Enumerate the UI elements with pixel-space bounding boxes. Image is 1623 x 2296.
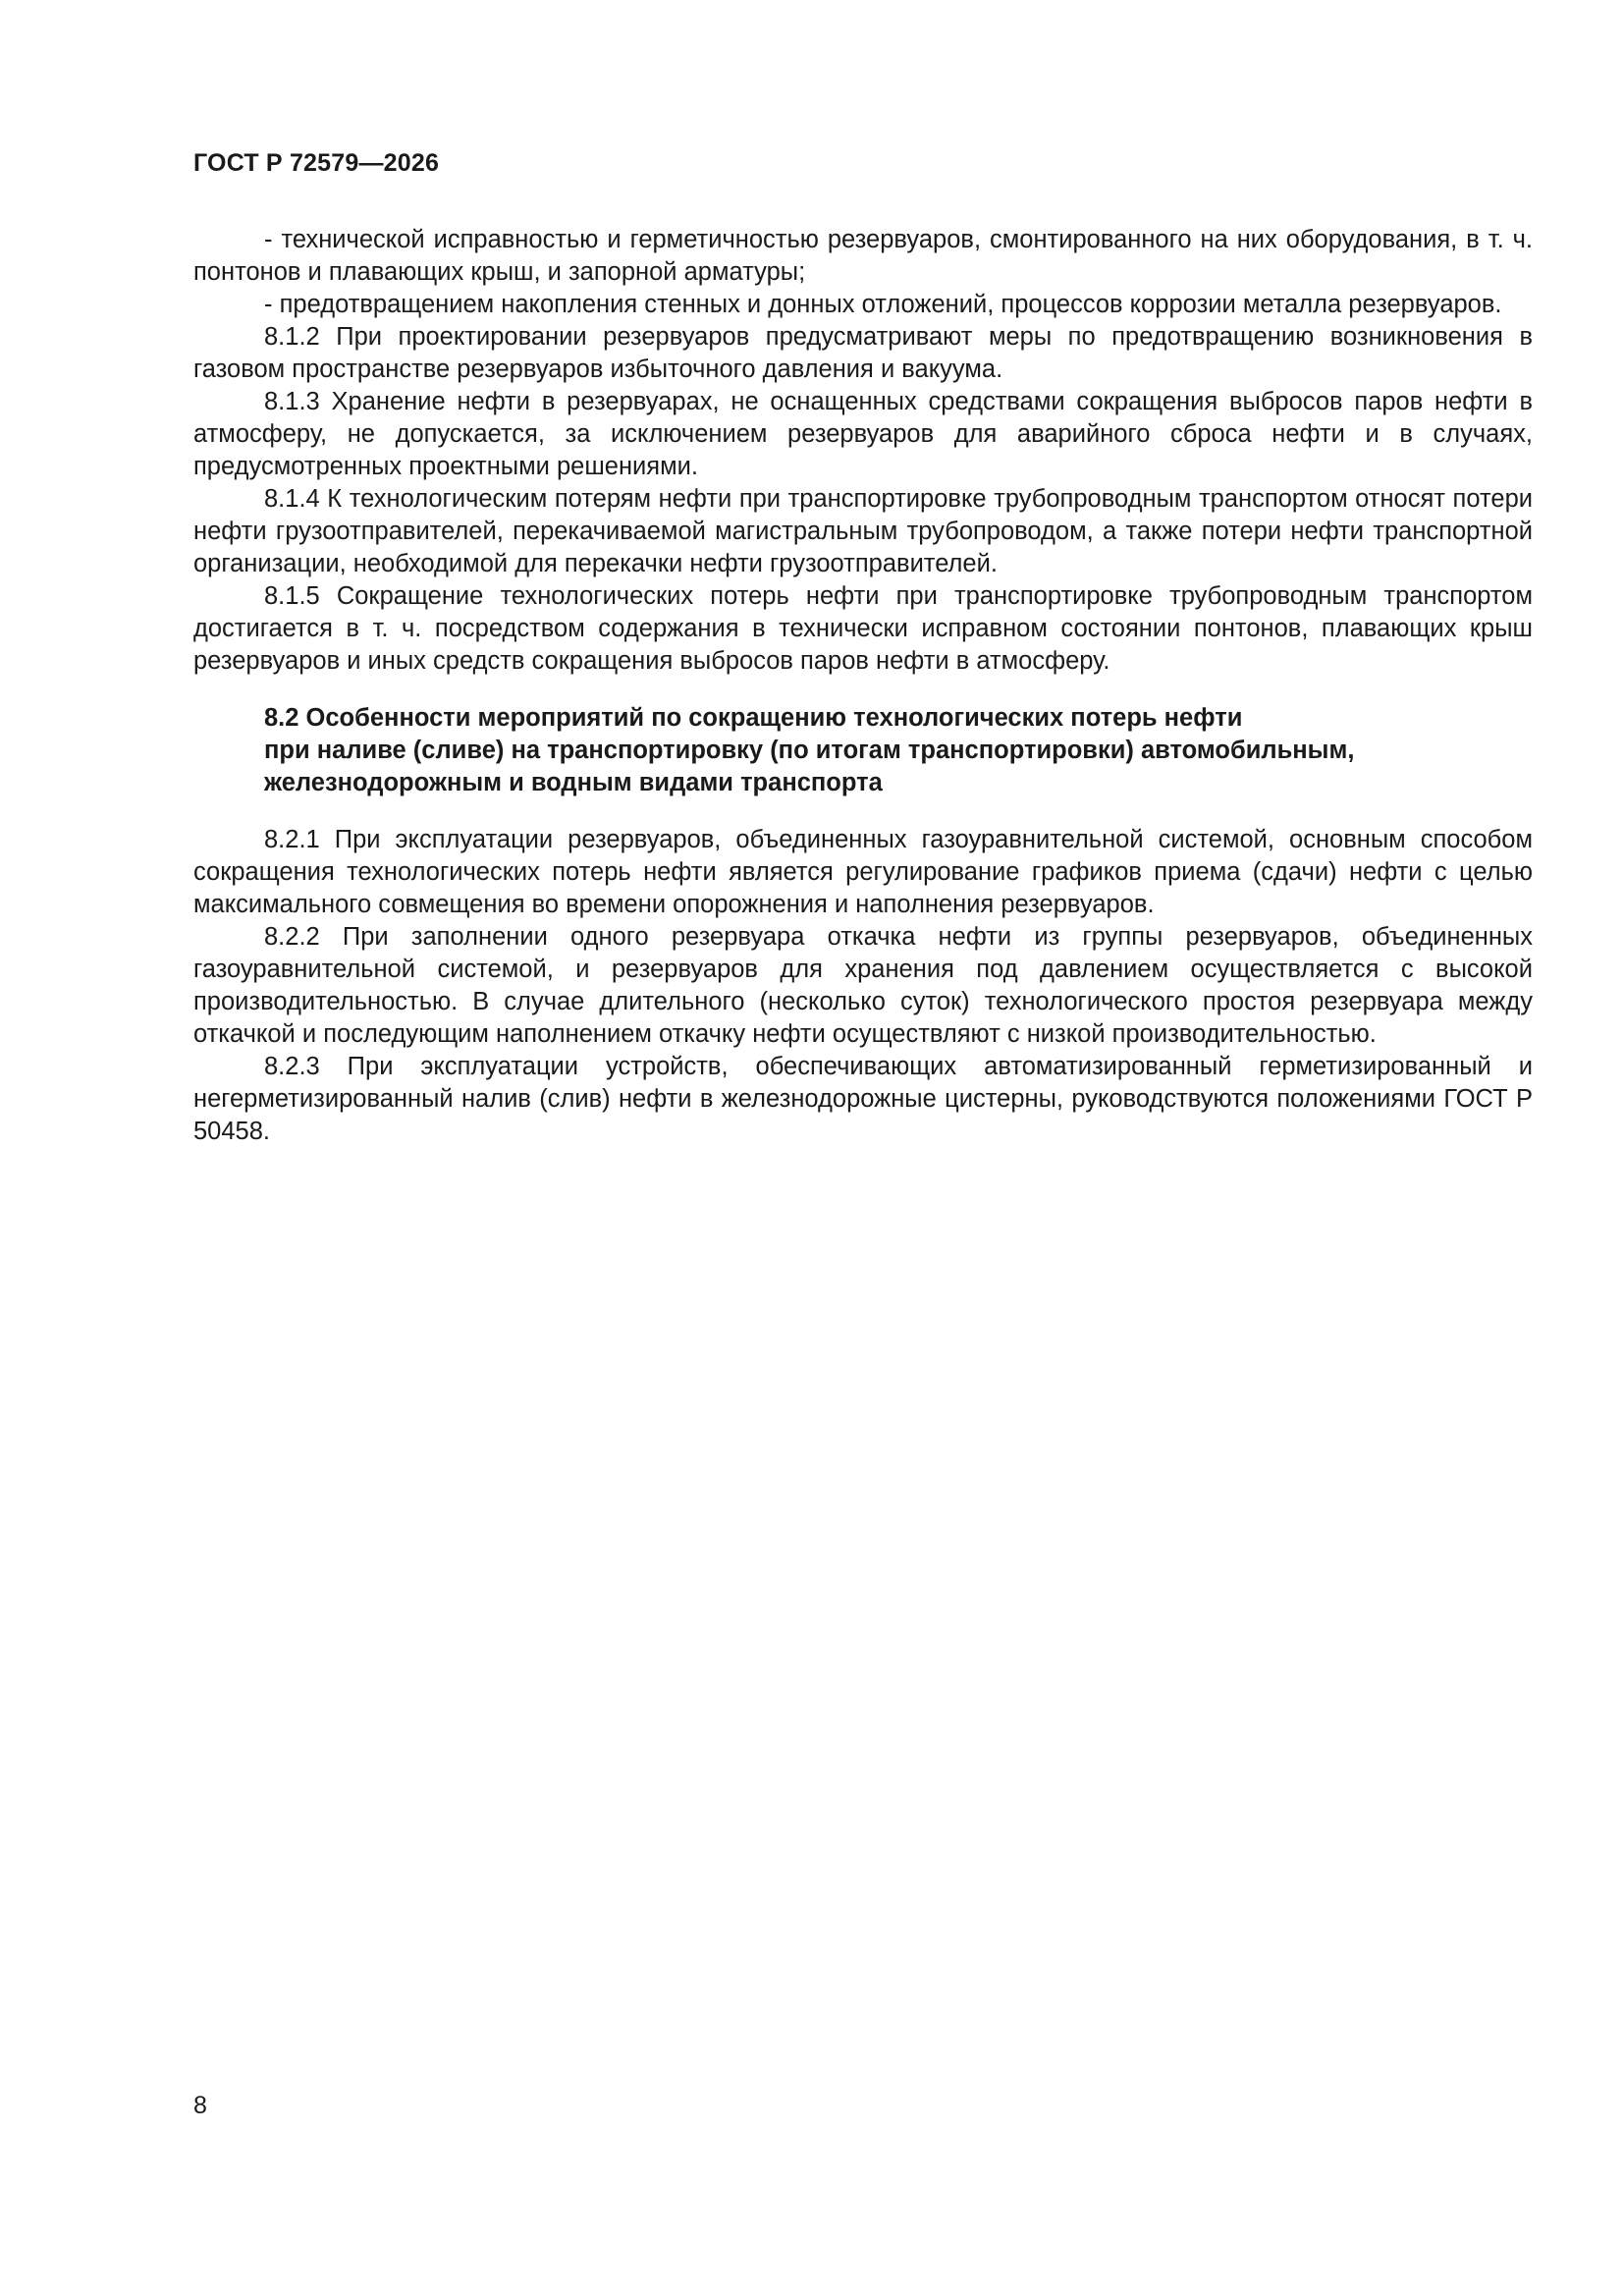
paragraph: 8.1.2 При проектировании резервуаров предусматривают меры по предотвращению возникновения в газовом пространстве резервуаров избыточного давления и вакуума.	[193, 323, 1533, 383]
section-heading-line: 8.2 Особенности мероприятий по сокращению технологических потерь нефти	[264, 704, 1243, 732]
paragraph: - технической исправностью и герметичностью резервуаров, смонтированного на них оборудования, в т. ч. понтонов и плавающих крыш, и запорной арматуры;	[193, 226, 1533, 286]
section-heading-line: железнодорожным и водным видами транспорта	[264, 769, 883, 796]
paragraph: 8.2.1 При эксплуатации резервуаров, объединенных газоуравнительной системой, основным способом сокращения технологических потерь нефти является регулирование графиков приема (сдачи) нефти с целью максимального совмещения во времени опорожнения и наполнения резервуаров.	[193, 826, 1533, 918]
document-body	[193, 224, 1533, 1148]
page-number: 8	[193, 2092, 207, 2119]
paragraph: 8.1.4 К технологическим потерям нефти при транспортировке трубопроводным транспортом относят потери нефти грузоотправителей, перекачиваемой магистральным трубопроводом, а также потери нефти транспортной организации, необходимой для перекачки нефти грузоотправителей.	[193, 485, 1533, 577]
paragraph: 8.2.2 При заполнении одного резервуара откачка нефти из группы резервуаров, объединенных газоуравнительной системой, и резервуаров для хранения под давлением осуществляется с высокой производительностью. В случае длительного (несколько суток) технологического простоя резервуара между откачкой и последующим наполнением откачку нефти осуществляют с низкой производительностью.	[193, 923, 1533, 1048]
section-heading	[193, 702, 1533, 799]
paragraph: 8.1.5 Сокращение технологических потерь нефти при транспортировке трубопроводным транспортом достигается в т. ч. посредством содержания в технически исправном состоянии понтонов, плавающих крыш резервуаров и иных средств сокращения выбросов паров нефти в атмосферу.	[193, 582, 1533, 675]
document-header: ГОСТ Р 72579—2026	[193, 149, 440, 177]
paragraph: - предотвращением накопления стенных и донных отложений, процессов коррозии металла резервуаров.	[264, 291, 1502, 318]
paragraph: 8.1.3 Хранение нефти в резервуарах, не оснащенных средствами сокращения выбросов паров нефти в атмосферу, не допускается, за исключением резервуаров для аварийного сброса нефти и в случаях, предусмотренных проектными решениями.	[193, 388, 1533, 480]
paragraph: 8.2.3 При эксплуатации устройств, обеспечивающих автоматизированный герметизированный и негерметизированный налив (слив) нефти в железнодорожные цистерны, руководствуются положениями ГОСТ Р 50458.	[193, 1053, 1533, 1145]
section-heading-line: при наливе (сливе) на транспортировку (по итогам транспортировки) автомобильным,	[264, 737, 1355, 764]
